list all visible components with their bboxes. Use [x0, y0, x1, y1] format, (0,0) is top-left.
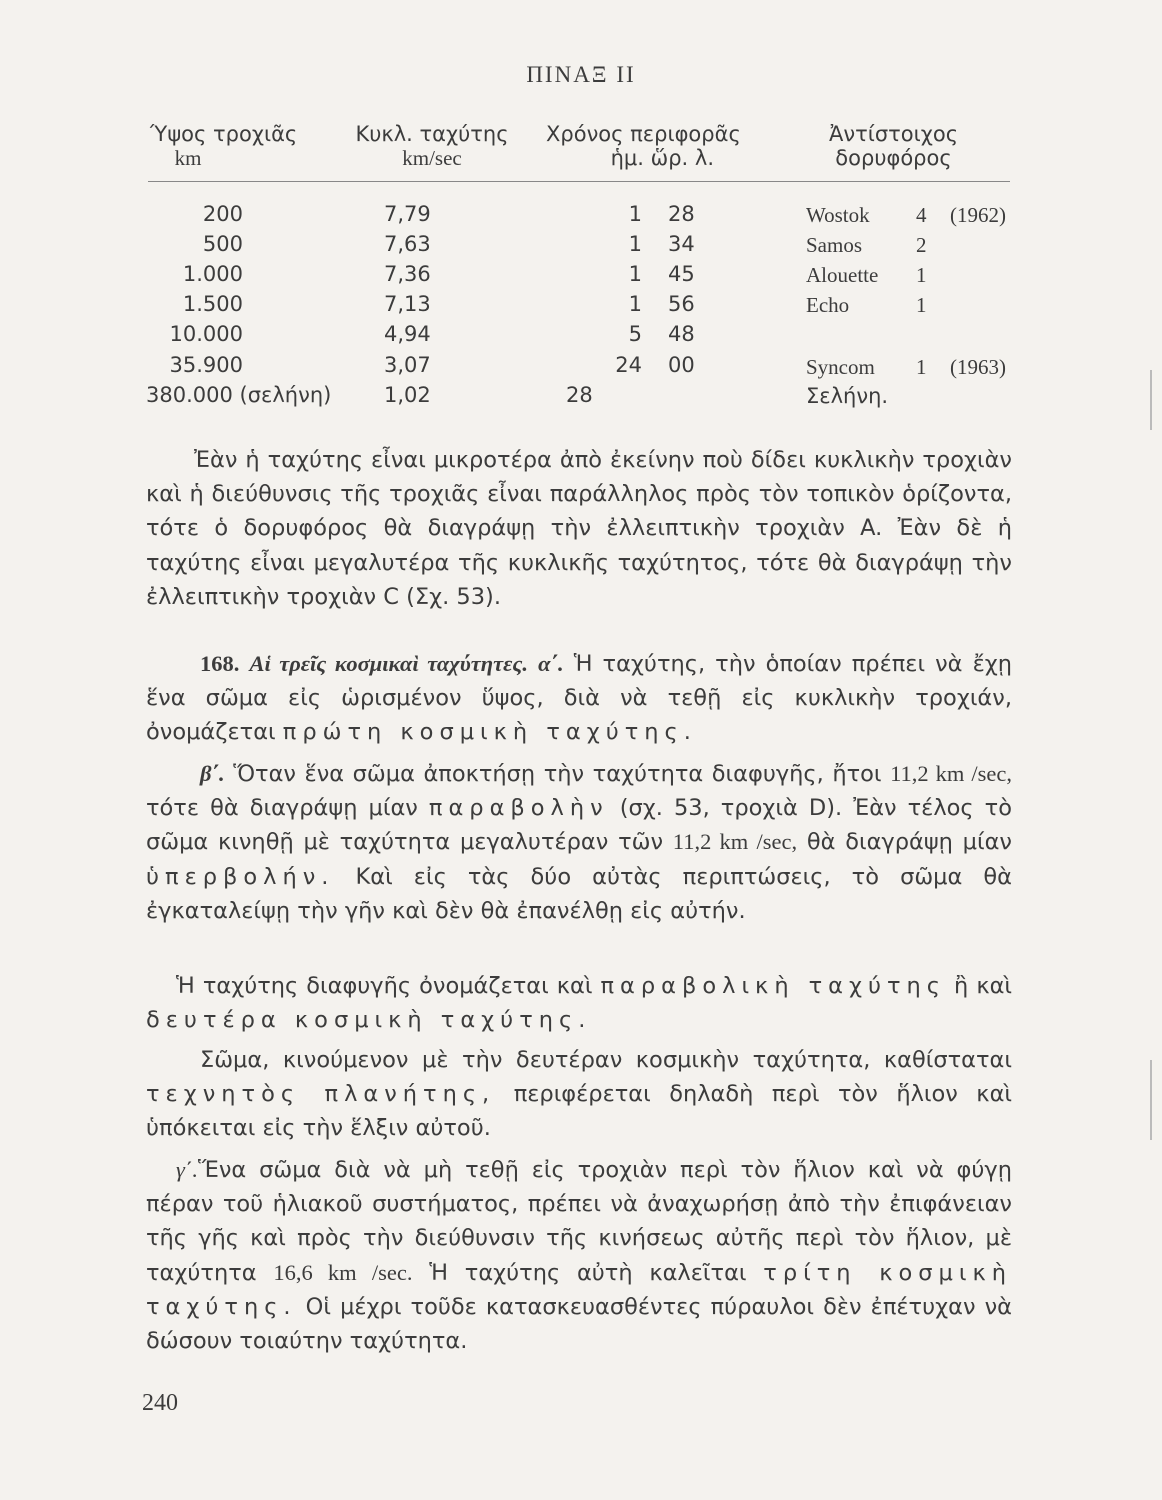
cell-sat-number: 4: [916, 203, 927, 227]
third-text-1: Ἕνα σῶμα διὰ νὰ μὴ τεθῇ εἰς τροχιὰν περὶ τὸν ἥλιον καὶ νὰ φύγῃ πέραν τοῦ ἡλιακοῦ συστήματος, πρέπει νὰ ἀναχωρήσῃ ἀπὸ τὴν ἐπιφάνειαν τῆς γῆς καὶ πρὸς τὴν διεύθυνσιν τῆς κινήσεως αὐτῆς περὶ τὸν ἥλιον, μὲ ταχύτητα: [146, 1157, 1012, 1286]
header-altitude: [150, 122, 298, 171]
section-168-parabolic: [146, 969, 1012, 1037]
cell-days: 28: [566, 383, 593, 407]
term-parabola: παραβολὴν: [428, 795, 609, 822]
section-168-planet: [146, 1043, 1012, 1146]
cell-speed: 7,79: [384, 202, 431, 226]
cell-satellite: Echo: [806, 293, 850, 317]
cell-minutes: 28: [668, 202, 695, 226]
subsection-b-label: β΄.: [200, 761, 225, 786]
cell-satellite: Wostok: [806, 203, 870, 227]
header-altitude-label: Ύψος τροχιᾶς: [150, 122, 298, 146]
cell-minutes: 56: [668, 292, 695, 316]
cell-altitude: 1.000: [182, 262, 243, 286]
cell-hours: 1: [628, 202, 642, 226]
table-title: ΠΙΝΑΞ ΙΙ: [526, 62, 636, 87]
cell-hours: 24: [615, 353, 642, 377]
cell-altitude: 500: [202, 232, 243, 256]
cell-altitude: 1.500: [182, 292, 243, 316]
cell-speed: 1,02: [384, 383, 431, 407]
scan-edge-mark: [1150, 1060, 1152, 1140]
cell-speed: 3,07: [384, 353, 431, 377]
scan-edge-mark: [1150, 370, 1152, 430]
cell-satellite: Σελήνη.: [806, 384, 889, 408]
cell-sat-number: 1: [916, 293, 927, 317]
subsection-b-text-2: τότε θὰ διαγράψῃ μίαν: [146, 795, 418, 822]
subsection-b-text-1: Ὅταν ἕνα σῶμα ἀποκτήσῃ τὴν ταχύτητα διαφυγῆς, ἤτοι: [233, 761, 882, 787]
subsection-a-label: α΄.: [538, 651, 564, 676]
subsection-a-text: Ἡ ταχύτης, τὴν ὁποίαν πρέπει νὰ ἔχῃ ἕνα σῶμα εἰς ὡρισμένον ὕψος, διὰ νὰ τεθῇ εἰς κυκλικὴν τροχιάν, ὀνομάζεται: [146, 651, 1012, 746]
subsection-b-text-3: (σχ. 53, τροχιὰ D). Ἐὰν τέλος τὸ σῶμα κινηθῇ μὲ ταχύτητα μεγαλυτέραν τῶν: [146, 795, 1012, 856]
header-altitude-unit: km: [174, 146, 202, 170]
cell-minutes: 45: [668, 262, 695, 286]
cell-year: (1963): [950, 355, 1006, 379]
planet-text-2: περιφέρεται δηλαδὴ περὶ τὸν ἥλιον καὶ ὑπόκειται εἰς τὴν ἕλξιν αὐτοῦ.: [146, 1081, 1013, 1142]
third-text-2: Ἡ ταχύτης αὐτὴ καλεῖται: [429, 1259, 747, 1286]
parabolic-text-2: ἢ καὶ: [954, 973, 1013, 999]
header-speed: [347, 122, 517, 171]
cell-sat-number: 2: [916, 233, 927, 257]
term-parabolic-velocity: παραβολικὴ ταχύτης: [600, 973, 947, 999]
cell-satellite: Syncom: [806, 355, 875, 379]
term-artificial-planet: τεχνητὸς πλανήτης,: [146, 1081, 496, 1108]
cell-speed: 7,36: [384, 262, 431, 286]
cell-hours: 1: [628, 232, 642, 256]
header-satellite-label: Ἀντίστοιχος: [828, 122, 959, 146]
subsection-c-label: γ΄.: [176, 1157, 198, 1182]
header-period-label: Χρόνος περιφορᾶς: [546, 122, 741, 146]
cell-hours: 1: [628, 262, 642, 286]
cell-hours: 1: [628, 292, 642, 316]
term-hyperbola: ὑπερβολήν.: [146, 863, 335, 890]
cell-speed: 4,94: [384, 322, 431, 346]
term-first-cosmic-velocity: πρώτη κοσμικὴ ταχύτης.: [282, 719, 697, 746]
section-heading: Αἱ τρεῖς κοσμικαὶ ταχύτητες.: [249, 651, 528, 676]
header-speed-label: Κυκλ. ταχύτης: [355, 122, 509, 146]
planet-text-1: Σῶμα, κινούμενον μὲ τὴν δευτέραν κοσμικὴν ταχύτητα, καθίσταται: [200, 1047, 1012, 1073]
subsection-b-text-5: Καὶ εἰς τὰς δύο αὐτὰς περιπτώσεις, τὸ σῶμα θὰ ἐγκαταλείψῃ τὴν γῆν καὶ δὲν θὰ ἐπανέλθῃ εἰς αὐτήν.: [146, 863, 1013, 924]
third-text-3: Οἱ μέχρι τοῦδε κατασκευασθέντες πύραυλοι δὲν ἐπέτυχαν νὰ δώσουν τοιαύτην ταχύτητα.: [146, 1293, 1013, 1355]
third-speed-value: 16,6 km /sec.: [273, 1259, 413, 1285]
cell-year: (1962): [950, 203, 1006, 227]
escape-speed-value: 11,2 km /sec,: [890, 761, 1013, 786]
page-number: 240: [142, 1390, 178, 1416]
header-period: [546, 122, 741, 170]
cell-sat-number: 1: [916, 263, 927, 287]
section-number: 168.: [200, 651, 240, 676]
subsection-b-text-4: θὰ διαγράψῃ μίαν: [806, 829, 1013, 856]
paragraph-elliptic-orbit: Ἐὰν ἡ ταχύτης εἶναι μικροτέρα ἀπὸ ἐκείνην ποὺ δίδει κυκλικὴν τροχιὰν καὶ ἡ διεύθυνσις τῆς τροχιᾶς εἶναι παράλληλος πρὸς τὸν τοπικὸν ὁρίζοντα, τότε ὁ δορυφόρος θὰ διαγράψῃ τὴν ἐλλειπτικὴν τροχιὰν A. Ἐὰν δὲ ἡ ταχύτης εἶναι μεγαλυτέρα τῆς κυκλικῆς ταχύτητος, τότε θὰ διαγράψῃ τὴν ἐλλειπτικὴν τροχιὰν C (Σχ. 53).: [146, 447, 1012, 610]
cell-altitude: 10.000: [169, 322, 243, 346]
cell-satellite: Alouette: [806, 263, 879, 287]
section-168-escape: [146, 757, 1012, 928]
parabolic-text-1: Ἡ ταχύτης διαφυγῆς ὀνομάζεται καὶ: [176, 973, 593, 999]
cell-speed: 7,13: [384, 292, 431, 316]
cell-altitude: 200: [202, 202, 243, 226]
cell-altitude: 380.000 (σελήνη): [146, 383, 332, 407]
cell-minutes: 34: [668, 232, 695, 256]
cell-satellite: Samos: [806, 233, 863, 257]
cell-minutes: 00: [668, 353, 695, 377]
cell-minutes: 48: [668, 322, 695, 346]
cell-speed: 7,63: [384, 232, 431, 256]
header-satellite-sub: δορυφόρος: [835, 146, 952, 170]
cell-sat-number: 1: [916, 355, 927, 379]
section-168-third: [146, 1153, 1012, 1358]
term-second-cosmic-velocity: δευτέρα κοσμικὴ ταχύτης.: [146, 1007, 592, 1034]
header-speed-unit: km/sec: [402, 146, 462, 170]
escape-speed-value-repeat: 11,2 km /sec,: [672, 829, 798, 855]
header-period-units: ἡμ. ὥρ. λ.: [610, 146, 714, 170]
header-satellite: [806, 122, 981, 170]
section-168-intro: [146, 647, 1012, 750]
cell-altitude: 35.900: [169, 353, 243, 377]
cell-hours: 5: [628, 322, 642, 346]
table-rule: [148, 181, 1010, 182]
term-third-cosmic-velocity: τρίτη κοσμικὴ ταχύτης.: [146, 1259, 1013, 1320]
